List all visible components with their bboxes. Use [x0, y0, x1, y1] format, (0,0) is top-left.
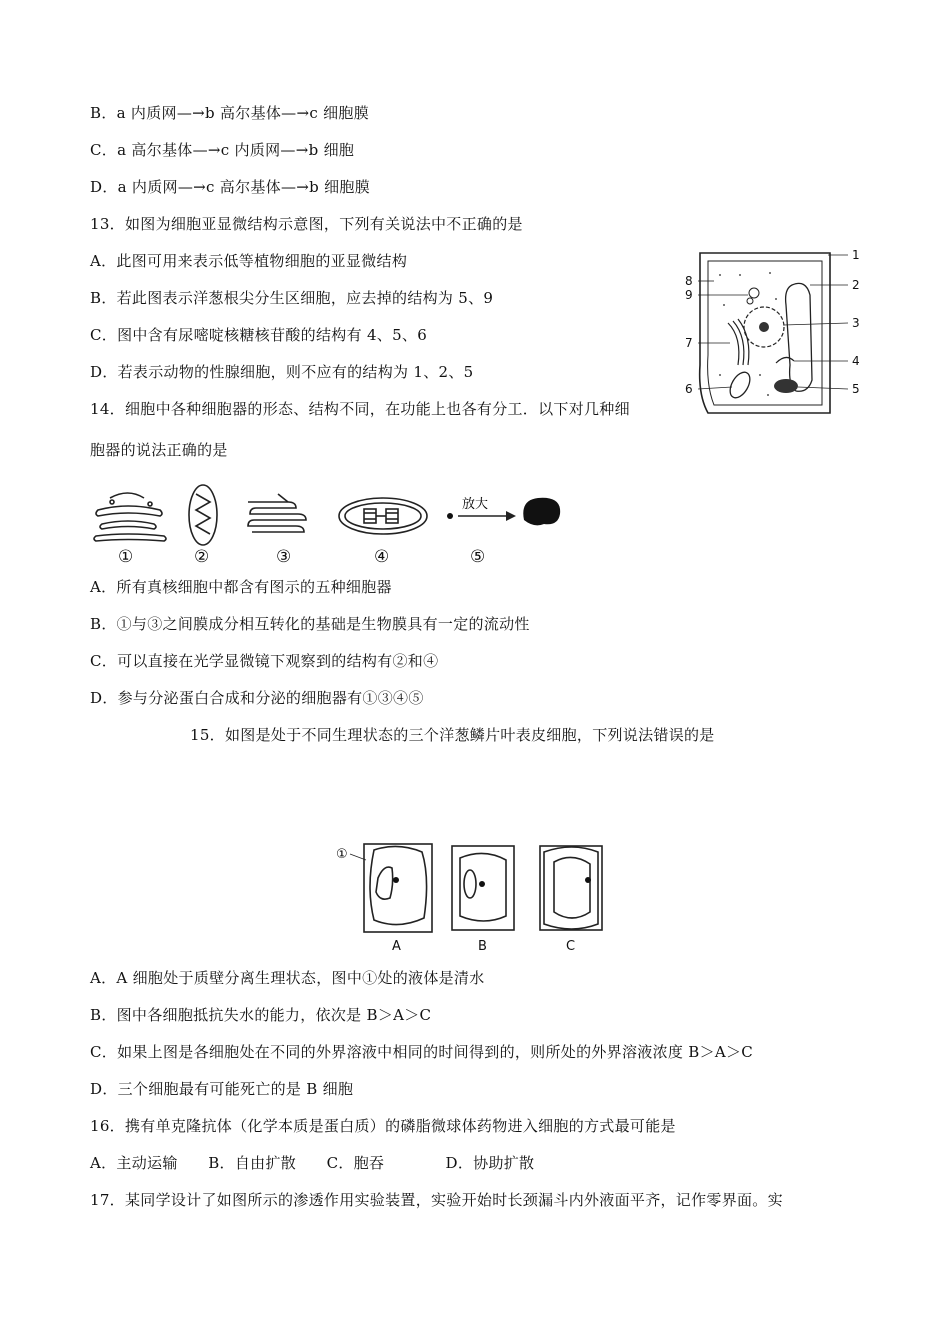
option-c-14: C．可以直接在光学显微镜下观察到的结构有②和④: [90, 652, 439, 670]
fig14-label-4: ④: [374, 547, 390, 567]
question-14: 14．细胞中各种细胞器的形态、结构不同，在功能上也各有分工．以下对几种细: [90, 400, 630, 418]
option-b-13: B．若此图表示洋葱根尖分生区细胞，应去掉的结构为 5、9: [90, 289, 494, 307]
question-16: 16．携有单克隆抗体（化学本质是蛋白质）的磷脂微球体药物进入细胞的方式最可能是: [90, 1117, 676, 1135]
option-b-12: B．a 内质网—→b 高尔基体—→c 细胞膜: [90, 104, 370, 122]
figure-15-onion-cells: [334, 838, 614, 956]
fig15-label-a: A: [392, 939, 401, 954]
fig13-label-6: 6: [685, 382, 693, 396]
fig14-label-1: ①: [118, 547, 134, 567]
option-a-13: A．此图可用来表示低等植物细胞的亚显微结构: [90, 252, 408, 270]
fig14-label-3: ③: [276, 547, 292, 567]
fig13-label-3: 3: [852, 316, 860, 330]
option-b-15: B．图中各细胞抵抗失水的能力，依次是 B＞A＞C: [90, 1006, 432, 1024]
fig14-label-5: ⑤: [470, 547, 486, 567]
option-a-14: A．所有真核细胞中都含有图示的五种细胞器: [90, 578, 392, 596]
option-d-13: D．若表示动物的性腺细胞，则不应有的结构为 1、2、5: [90, 363, 474, 381]
figure-13-cell-diagram: [680, 245, 865, 420]
fig13-label-4: 4: [852, 354, 860, 368]
fig13-label-9: 9: [685, 288, 693, 302]
option-d-14: D．参与分泌蛋白合成和分泌的细胞器有①③④⑤: [90, 689, 424, 707]
figure-14-organelles: [88, 480, 568, 568]
fig13-label-2: 2: [852, 278, 860, 292]
fig14-arrow-text: 放大: [462, 497, 489, 512]
fig13-label-1: 1: [852, 248, 860, 262]
fig13-label-8: 8: [685, 274, 693, 288]
option-c-12: C．a 高尔基体—→c 内质网—→b 细胞: [90, 141, 355, 159]
fig13-label-5: 5: [852, 382, 860, 396]
fig14-label-2: ②: [194, 547, 210, 567]
question-15: 15．如图是处于不同生理状态的三个洋葱鳞片叶表皮细胞，下列说法错误的是: [190, 726, 715, 744]
option-d-12: D．a 内质网—→c 高尔基体—→b 细胞膜: [90, 178, 371, 196]
option-a-15: A．A 细胞处于质壁分离生理状态，图中①处的液体是清水: [90, 969, 485, 987]
option-c-15: C．如果上图是各细胞处在不同的外界溶液中相同的时间得到的，则所处的外界溶液浓度 B＞A＞C: [90, 1043, 754, 1061]
option-d-15: D．三个细胞最有可能死亡的是 B 细胞: [90, 1080, 354, 1098]
fig15-label-c: C: [566, 939, 576, 954]
fig15-label-b: B: [478, 939, 487, 954]
question-14-cont: 胞器的说法正确的是: [90, 441, 228, 459]
question-17: 17．某同学设计了如图所示的渗透作用实验装置，实验开始时长颈漏斗内外液面平齐，记作零界面。实: [90, 1191, 783, 1209]
option-c-13: C．图中含有尿嘧啶核糖核苷酸的结构有 4、5、6: [90, 326, 428, 344]
fig13-label-7: 7: [685, 336, 693, 350]
fig15-marker: ①: [336, 847, 348, 862]
options-16: A．主动运输 B．自由扩散 C．胞吞 D．协助扩散: [90, 1154, 535, 1172]
question-13: 13．如图为细胞亚显微结构示意图，下列有关说法中不正确的是: [90, 215, 523, 233]
option-b-14: B．①与③之间膜成分相互转化的基础是生物膜具有一定的流动性: [90, 615, 530, 633]
